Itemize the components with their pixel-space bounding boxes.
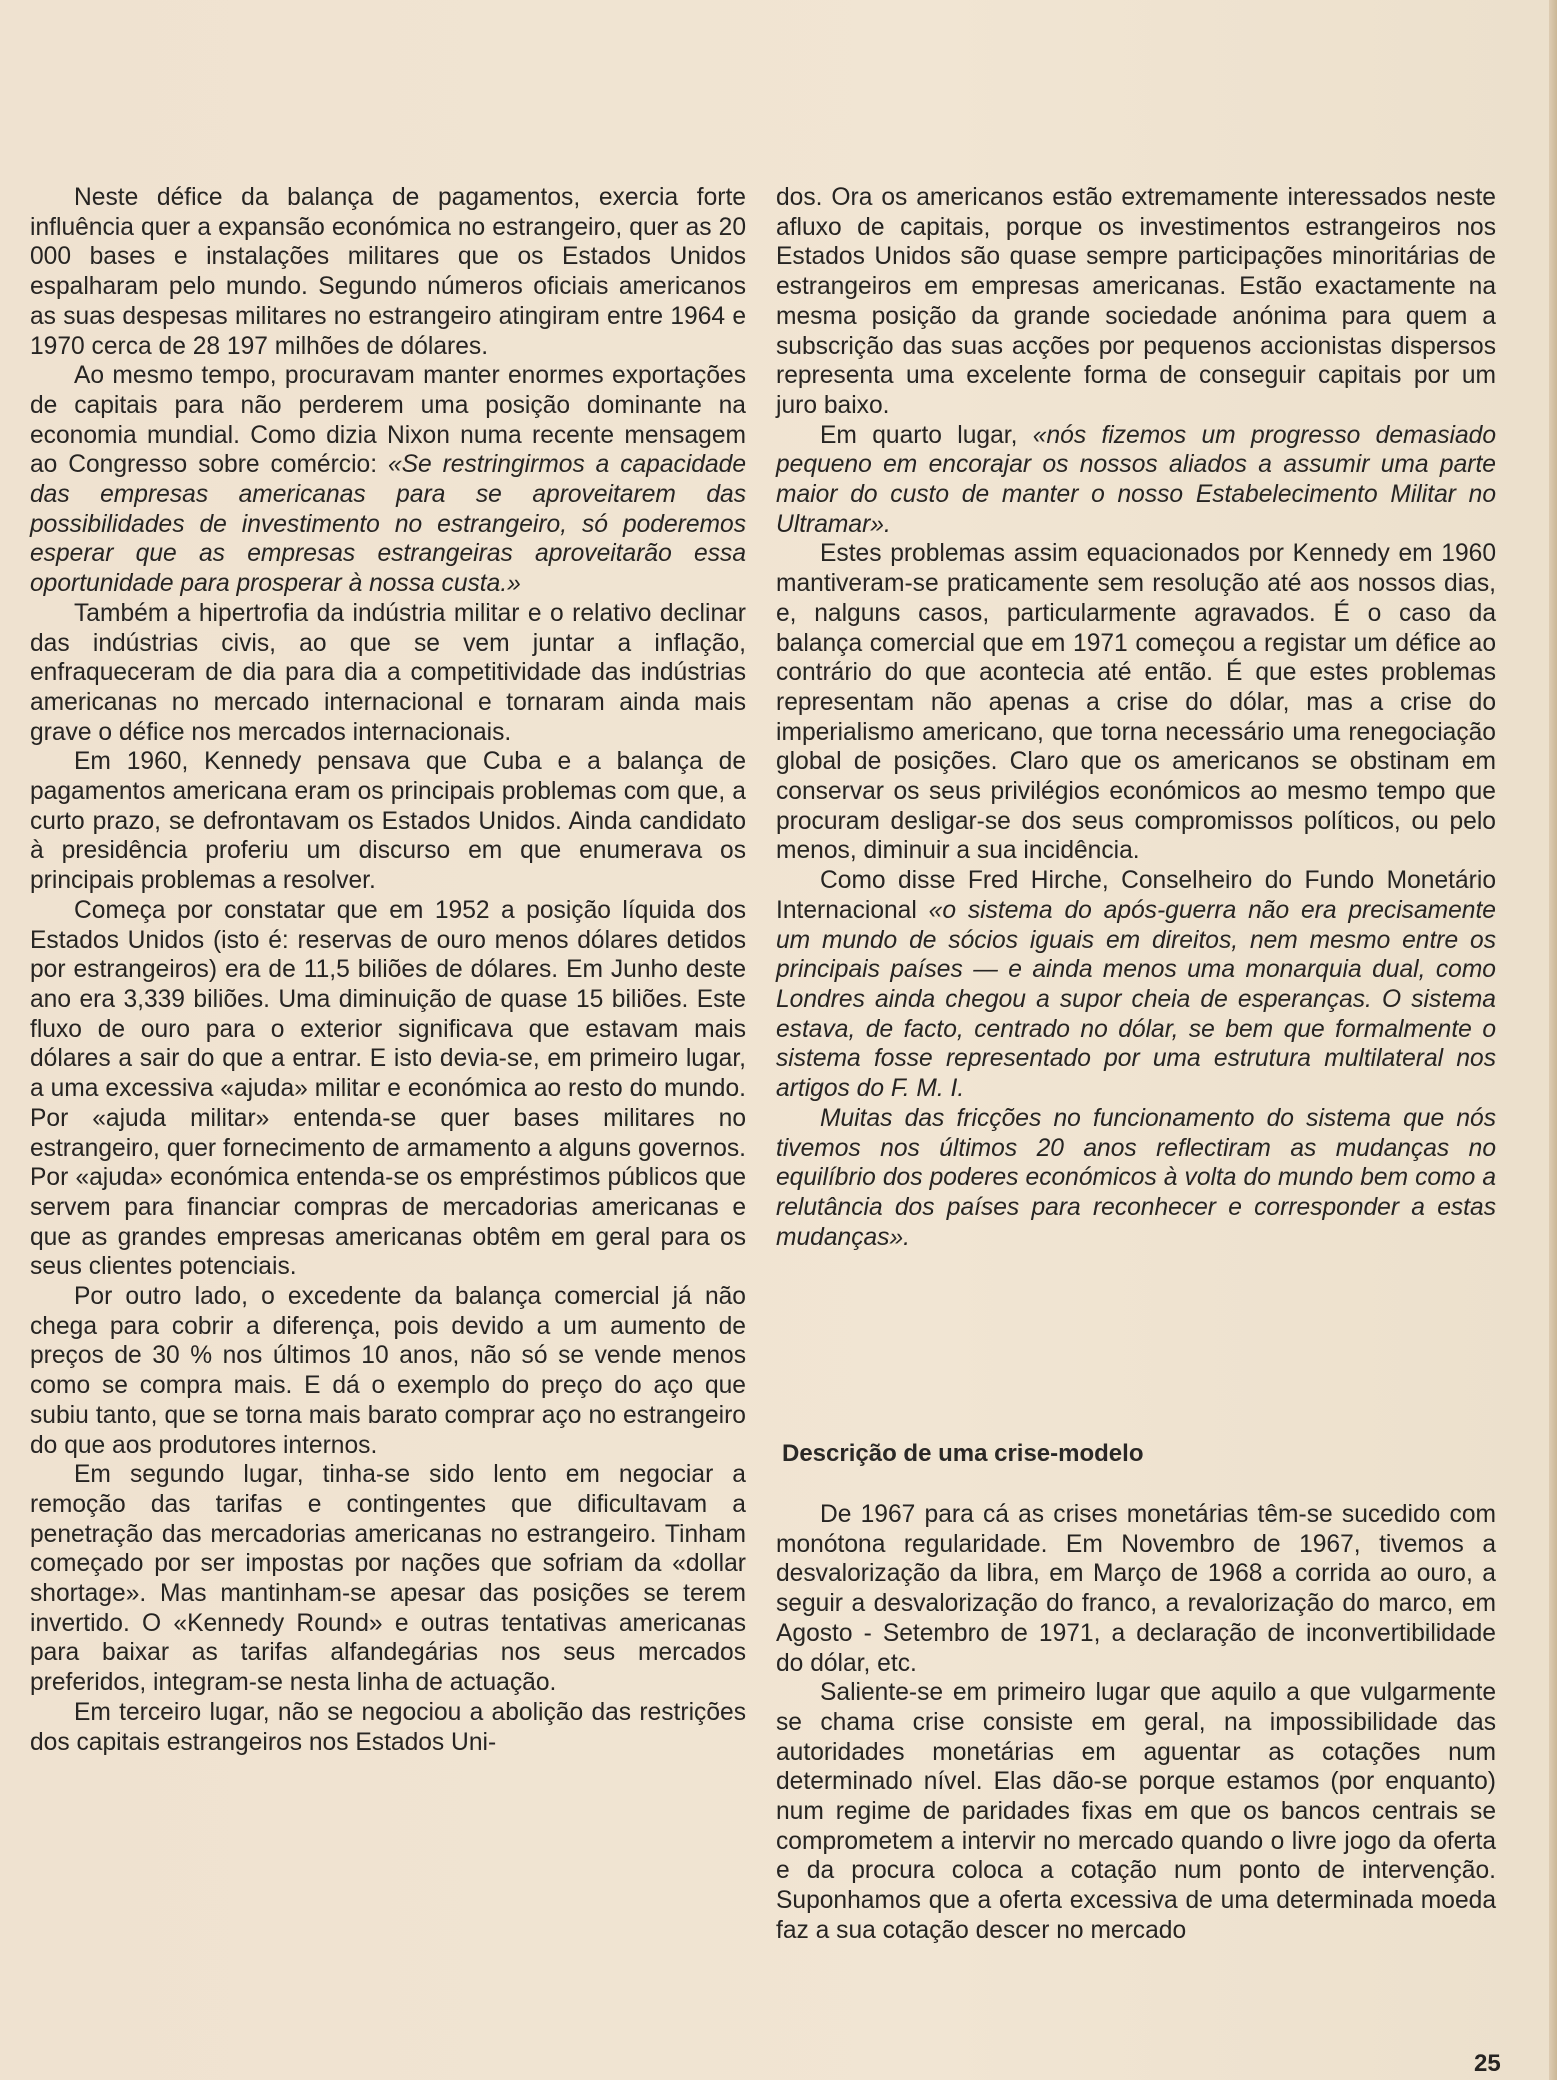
hirche-quote: «o sistema do após-guerra não era precisamente um mundo de sócios iguais em direitos, nem mesmo entre os principais países — e ainda menos uma monarquia dual, como Londres ainda chegou a supor cheia de esperanças. O sistema estava, de facto, centrado no dólar, se bem que formalmente o sistema fosse representado por uma estrutura multilateral nos artigos do F. M. I. [776, 896, 1496, 1103]
hirche-quote-continued: Muitas das fricções no funcionamento do sistema que nós tivemos nos últimos 20 anos reflectiram as mudanças no equilíbrio dos poderes económicos à volta do mundo bem como a relutância dos países para reconhecer e corresponder a estas mudanças». [776, 1104, 1496, 1251]
paragraph: Estes problemas assim equacionados por Kennedy em 1960 mantiveram-se praticamente sem resolução até aos nossos dias, e, nalguns casos, particularmente agravados. É o caso da balança comercial que em 1971 começou a registar um défice ao contrário do que acontecia até então. É que estes problemas representam não apenas a crise do dólar, mas a crise do imperialismo americano, que torna necessário uma renegociação global de posições. Claro que os americanos se obstinam em conservar os seus privilégios económicos ao mesmo tempo que procuram desligar-se dos seus compromissos políticos, ou pelo menos, diminuir a sua incidência. [776, 540, 1496, 865]
right-column-section [776, 1500, 1496, 1946]
paragraph: Em terceiro lugar, não se negociou a abolição das restrições dos capitais estrangeiros nos Estados Uni- [30, 1698, 746, 1756]
paragraph [776, 421, 1496, 540]
paragraph: Neste défice da balança de pagamentos, exercia forte influência quer a expansão económica no estrangeiro, quer as 20 000 bases e instalações militares que os Estados Unidos espalharam pelo mundo. Segundo números oficiais americanos as suas despesas militares no estrangeiro atingiram entre 1964 e 1970 cerca de 28 197 milhões de dólares. [30, 184, 746, 360]
nixon-quote: «Se restringirmos a capacidade das empresas americanas para se aproveitarem das possibilidades de investimento no estrangeiro, só poderemos esperar que as empresas estrangeiras aproveitarão essa oportunidade para prosperar à nossa custa.» [30, 451, 746, 598]
page-edge [1549, 0, 1557, 2080]
paragraph [30, 361, 746, 599]
paragraph: Começa por constatar que em 1952 a posição líquida dos Estados Unidos (isto é: reservas de ouro menos dólares detidos por estrangeiros) era de 11,5 biliões de dólares. Em Junho deste ano era 3,339 biliões. Uma diminuição de quase 15 biliões. Este fluxo de ouro para o exterior significava que estavam mais dólares a sair do que a entrar. E isto devia-se, em primeiro lugar, a uma excessiva «ajuda» militar e económica ao resto do mundo. Por «ajuda militar» entenda-se quer bases militares no estrangeiro, quer fornecimento de armamento a alguns governos. Por «ajuda» económica entenda-se os empréstimos públicos que servem para financiar compras de mercadorias americanas e que as grandes empresas americanas obtêm em geral para os seus clientes potenciais. [30, 896, 746, 1281]
section-heading: Descrição de uma crise-modelo [782, 1440, 1144, 1467]
paragraph [776, 1104, 1496, 1253]
paragraph-text: Em quarto lugar, [820, 421, 1033, 449]
paragraph: Em 1960, Kennedy pensava que Cuba e a balança de pagamentos americana eram os principais problemas com que, a curto prazo, se defrontavam os Estados Unidos. Ainda candidato à presidência proferiu um discurso em que enumerava os principais problemas a resolver. [30, 748, 746, 895]
paragraph: Também a hipertrofia da indústria militar e o relativo declinar das indústrias civis, ao que se vem juntar a inflação, enfraqueceram de dia para dia a competitividade das indústrias americanas no mercado internacional e tornaram ainda mais grave o défice nos mercados internacionais. [30, 599, 746, 746]
left-column [30, 183, 746, 1757]
paragraph: De 1967 para cá as crises monetárias têm-se sucedido com monótona regularidade. Em Novembro de 1967, tivemos a desvalorização da libra, em Março de 1968 a corrida ao ouro, a seguir a desvalorização do franco, a revalorização do marco, em Agosto - Setembro de 1971, a declaração de inconvertibilidade do dólar, etc. [776, 1501, 1496, 1677]
paragraph: dos. Ora os americanos estão extremamente interessados neste afluxo de capitais, porque os investimentos estrangeiros nos Estados Unidos são quase sempre participações minoritárias de estrangeiros em empresas americanas. Estão exactamente na mesma posição da grande sociedade anónima para quem a subscrição das suas acções por pequenos accionistas dispersos representa uma excelente forma de conseguir capitais por um juro baixo. [776, 184, 1496, 419]
page-number: 25 [1474, 2050, 1501, 2077]
paragraph-text: Como disse Fred Hirche, Conselheiro do Fundo Monetário Internacional [776, 867, 1496, 924]
kennedy-quote: «nós fizemos um progresso demasiado pequeno em encorajar os nossos aliados a assumir uma parte maior do custo de manter o nosso Estabelecimento Militar no Ultramar». [776, 421, 1496, 538]
paragraph-text: Ao mesmo tempo, procuravam manter enormes exportações de capitais para não perderem uma posição dominante na economia mundial. Como dizia Nixon numa recente mensagem ao Congresso sobre comércio: [30, 362, 746, 479]
paragraph: Saliente-se em primeiro lugar que aquilo a que vulgarmente se chama crise consiste em geral, na impossibilidade das autoridades monetárias em aguentar as cotações num determinado nível. Elas dão-se porque estamos (por enquanto) num regime de paridades fixas em que os bancos centrais se comprometem a intervir no mercado quando o livre jogo da oferta e da procura coloca a cotação num ponto de intervenção. Suponhamos que a oferta excessiva de uma determinada moeda faz a sua cotação descer no mercado [776, 1679, 1496, 1944]
paragraph: Em segundo lugar, tinha-se sido lento em negociar a remoção das tarifas e contingentes que dificultavam a penetração das mercadorias americanas no estrangeiro. Tinham começado por ser impostas por nações que sofriam da «dollar shortage». Mas mantinham-se apesar das posições se terem invertido. O «Kennedy Round» e outras tentativas americanas para baixar as tarifas alfandegárias nos seus mercados preferidos, integram-se nesta linha de actuação. [30, 1461, 746, 1697]
right-column [776, 183, 1496, 1252]
paragraph: Por outro lado, o excedente da balança comercial já não chega para cobrir a diferença, pois devido a um aumento de preços de 30 % nos últimos 10 anos, não só se vende menos como se compra mais. E dá o exemplo do preço do aço que subiu tanto, que se torna mais barato comprar aço no estrangeiro do que aos produtores internos. [30, 1283, 746, 1459]
paragraph [776, 866, 1496, 1104]
